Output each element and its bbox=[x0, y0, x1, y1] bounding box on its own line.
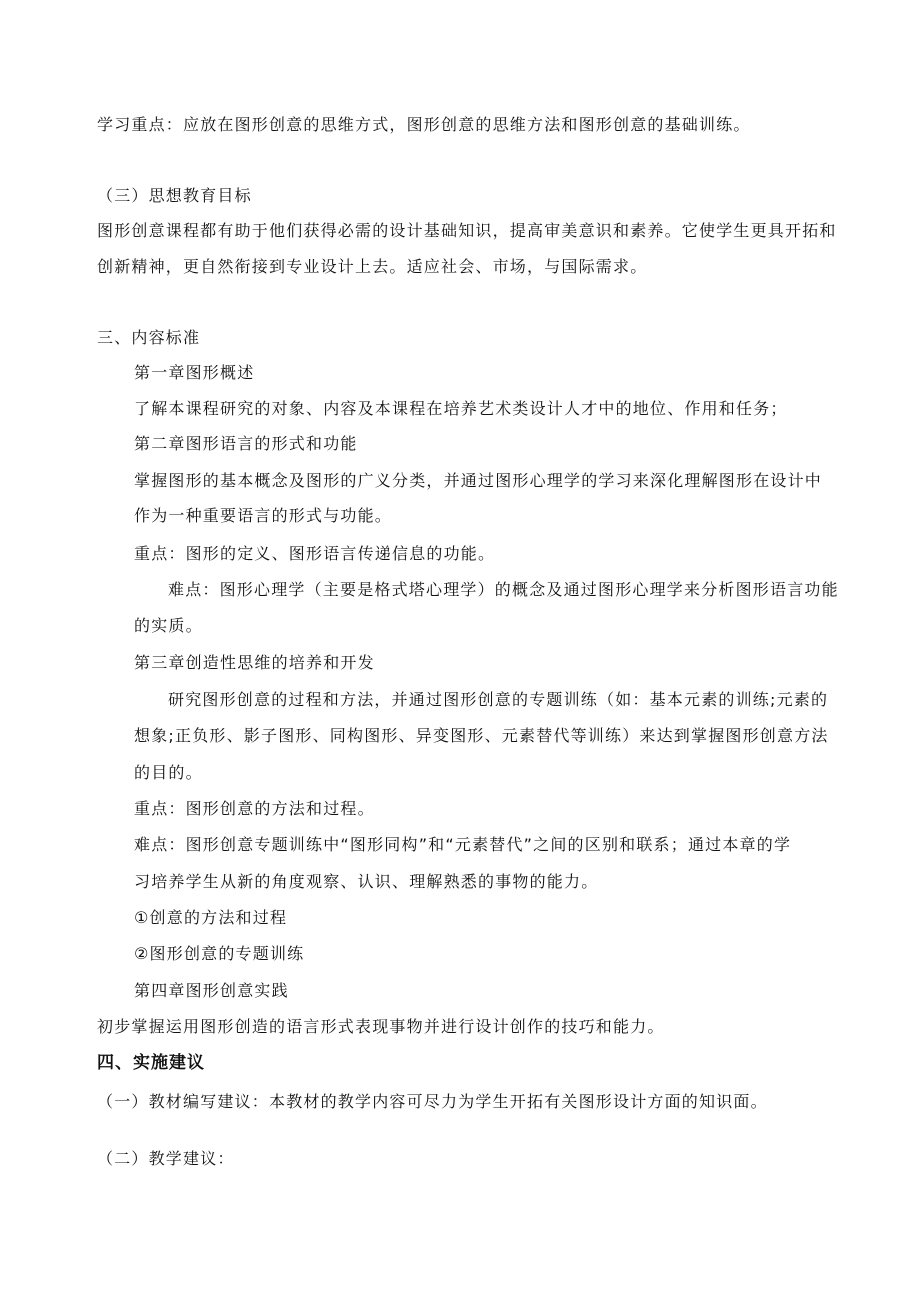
chapter-3-title: 第三章创造性思维的培养和开发 bbox=[134, 653, 375, 672]
paragraph-line: 掌握图形的基本概念及图形的广义分类，并通过图形心理学的学习来深化理解图形在设计中 bbox=[134, 471, 823, 490]
chapter-4-description: 初步掌握运用图形创造的语言形式表现事物并进行设计创作的技巧和能力。 bbox=[97, 1017, 665, 1036]
paragraph-line: 想象;正负形、影子图形、同构图形、异变图形、元素替代等训练）来达到掌握图形创意方法 bbox=[134, 726, 829, 745]
list-item: ②图形创意的专题训练 bbox=[134, 944, 305, 963]
chapter-3-key-point: 重点：图形创意的方法和过程。 bbox=[134, 799, 375, 818]
paragraph-line: 研究图形创意的过程和方法，并通过图形创意的专题训练（如：基本元素的训练;元素的 bbox=[168, 690, 829, 709]
implementation-item: （一）教材编写建议：本教材的教学内容可尽力为学生开拓有关图形设计方面的知识面。 bbox=[97, 1092, 768, 1111]
paragraph-line: 的目的。 bbox=[134, 763, 203, 782]
chapter-3-difficulty: 难点：图形创意专题训练中“图形同构”和“元素替代”之间的区别和联系；通过本章的学 bbox=[134, 835, 792, 854]
chapter-4-title: 第四章图形创意实践 bbox=[134, 981, 289, 1000]
paragraph-line: 习培养学生从新的角度观察、认识、理解熟悉的事物的能力。 bbox=[134, 872, 599, 891]
section-heading-implementation: 四、实施建议 bbox=[97, 1053, 205, 1073]
chapter-2-title: 第二章图形语言的形式和功能 bbox=[134, 434, 358, 453]
chapter-1-title: 第一章图形概述 bbox=[134, 363, 255, 382]
chapter-2-difficulty: 难点：图形心理学（主要是格式塔心理学）的概念及通过图形心理学来分析图形语言功能 bbox=[168, 580, 839, 599]
section-heading-moral-goals: （三）思想教育目标 bbox=[97, 186, 252, 205]
implementation-item: （二）教学建议： bbox=[97, 1149, 235, 1168]
paragraph-line: 作为一种重要语言的形式与功能。 bbox=[134, 506, 393, 525]
paragraph-line: 图形创意课程都有助于他们获得必需的设计基础知识，提高审美意识和素养。它使学生更具开拓和 bbox=[97, 221, 837, 240]
chapter-1-description: 了解本课程研究的对象、内容及本课程在培养艺术类设计人才中的地位、作用和任务； bbox=[134, 399, 788, 418]
list-item: ①创意的方法和过程 bbox=[134, 908, 288, 927]
paragraph-line: 创新精神，更自然衔接到专业设计上去。适应社会、市场，与国际需求。 bbox=[97, 257, 648, 276]
section-heading-content-standards: 三、内容标准 bbox=[97, 328, 201, 347]
paragraph-line: 的实质。 bbox=[134, 616, 203, 635]
chapter-2-key-point: 重点：图形的定义、图形语言传递信息的功能。 bbox=[134, 544, 496, 563]
key-points-line: 学习重点：应放在图形创意的思维方式，图形创意的思维方法和图形创意的基础训练。 bbox=[97, 115, 751, 134]
